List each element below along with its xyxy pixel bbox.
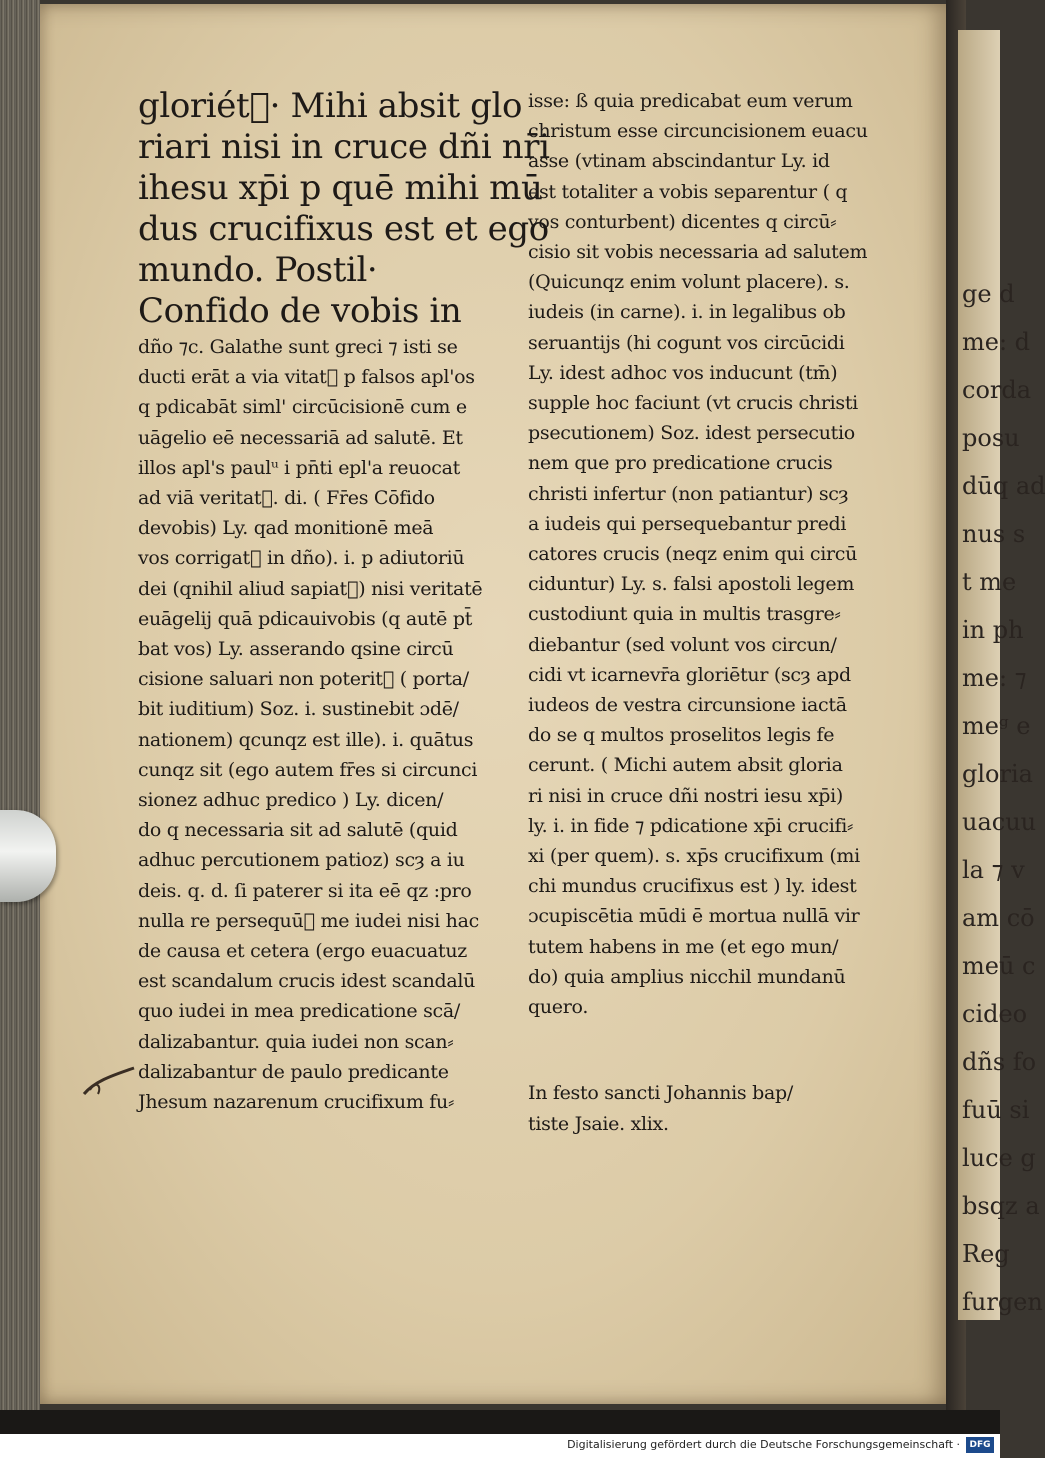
facing-page-fragment: uacuu — [962, 808, 1037, 836]
text-line: quo iudei in mea predicatione scā/ — [138, 1000, 460, 1023]
right-text-column — [528, 86, 906, 1139]
text-line: est totaliter a vobis separentur ( q — [528, 180, 848, 203]
text-line: Jhesum nazarenum crucifixum fu⸗ — [138, 1091, 454, 1114]
text-line: chi mundus crucifixus est ) ly. idest — [528, 875, 857, 898]
text-line: custodiunt quia in multis trasgre⸗ — [528, 603, 841, 626]
facing-page-fragment: Reg — [962, 1240, 1010, 1268]
text-line: supple hoc faciunt (vt crucis christi — [528, 392, 858, 415]
footer-credit: Digitalisierung gefördert durch die Deutsche Forschungsgemeinschaft · — [567, 1438, 960, 1451]
text-line: ɔcupiscētia mūdi ē mortua nullā vir — [528, 905, 860, 928]
text-line: dalizabantur de paulo predicante — [138, 1060, 449, 1083]
text-line: q pdicabāt siml' circūcisionē cum e — [138, 396, 467, 419]
facing-page-fragment: nus s — [962, 520, 1026, 548]
text-line: asse (vtinam abscindantur Ly. id — [528, 150, 830, 173]
text-line: euāgelij quā pdicauivobis (q autē pt̄ — [138, 607, 473, 630]
text-line: xi (per quem). s. xp̄s crucifixum (mi — [528, 845, 860, 868]
text-line: dei (qnihil aliud sapiatᷓ) nisi veritatē — [138, 577, 483, 600]
text-line: cidi vt icarnevr̄a gloriētur (scȝ apd — [528, 663, 851, 686]
text-line: catores crucis (neqz enim qui circū — [528, 543, 858, 566]
text-line: do) quia amplius nicchil mundanū — [528, 965, 846, 988]
text-line: Ly. idest adhoc vos inducunt (tm̄) — [528, 361, 838, 384]
text-line: cisione saluari non poteritᷓ ( porta/ — [138, 668, 469, 691]
text-line: est scandalum crucis idest scandalū — [138, 970, 476, 993]
text-line: deis. q. d. ſi paterer si ita eē qz :pro — [138, 879, 472, 902]
facing-page-fragment: bsqz a — [962, 1192, 1040, 1220]
facing-page-fragment: meū c — [962, 952, 1036, 980]
facing-page-fragment: in ph — [962, 616, 1024, 644]
text-line: a iudeis qui persequebantur predi — [528, 512, 847, 535]
text-line: uāgelio eē necessariā ad salutē. Et — [138, 426, 463, 449]
section-gap — [528, 1022, 906, 1078]
left-text-column — [138, 86, 550, 1117]
text-line: quero. — [528, 996, 589, 1019]
text-line: vos conturbent) dicentes q circū⸗ — [528, 210, 837, 233]
scan-border — [0, 1410, 1000, 1434]
facing-page-fragment: me: d — [962, 328, 1031, 356]
section-heading-line: tiste Jsaie. xlix. — [528, 1112, 669, 1135]
text-line: de causa et cetera (ergo euacuatuz — [138, 940, 467, 963]
text-line: ad viā veritatᷓ. di. ( Fr̄es Cōfido — [138, 487, 435, 510]
facing-page-fragment: gloria — [962, 760, 1033, 788]
text-line: bat vos) Ly. asserando qsine circū — [138, 638, 454, 661]
text-line: ciduntur) Ly. s. falsi apostoli legem — [528, 573, 855, 596]
facing-page-fragment: la ⁊ v — [962, 856, 1025, 884]
facing-page-fragment: am cō — [962, 904, 1035, 932]
text-line: (Quicunqz enim volunt placere). s. — [528, 271, 850, 294]
text-line: iudeos de vestra circunsione iactā — [528, 694, 847, 717]
text-line: devobis) Ly. qad monitionē meā — [138, 517, 434, 540]
facing-page-fragment: fuū si — [962, 1096, 1030, 1124]
facing-page-fragment: ge d — [962, 280, 1015, 308]
text-line-large: riari nisi in cruce dñi nr̄i — [138, 127, 550, 167]
facing-page — [958, 30, 1045, 1320]
text-line: psecutionem) Soz. idest persecutio — [528, 422, 855, 445]
footer-bar — [0, 1434, 1000, 1458]
text-line: cunqz sit (ego autem fr̄es si circunci — [138, 758, 478, 781]
facing-page-fragment: posu — [962, 424, 1020, 452]
text-line: isse: ß quia predicabat eum verum — [528, 90, 853, 112]
text-line: illos apl's paulᵘ i pn̄ti epl'a reuocat — [138, 456, 461, 479]
text-line: cerunt. ( Michi autem absit gloria — [528, 754, 843, 777]
facing-page-fragment: meᵍ e — [962, 712, 1031, 740]
text-line: sionez adhuc predico ) Ly. dicen/ — [138, 789, 444, 812]
facing-page-fragment: dūq ad — [962, 472, 1045, 500]
facing-page-fragment: me: ⁊ — [962, 664, 1027, 692]
text-line: dño ⁊c. Galathe sunt greci ⁊ isti se — [138, 336, 458, 358]
text-line: christi infertur (non patiantur) scȝ — [528, 482, 849, 505]
text-line: christum esse circuncisionem euacu — [528, 120, 868, 143]
facing-page-fragment: corda — [962, 376, 1032, 404]
facing-page-fragment: dñs fo — [962, 1048, 1037, 1076]
book-edge-left — [0, 0, 40, 1410]
text-line: nem que pro predicatione crucis — [528, 452, 833, 475]
text-line-large: ihesu xp̄i p quē mihi mū — [138, 168, 543, 208]
text-line-large: gloriétᷓ· Mihi absit glo — [138, 86, 523, 126]
text-line: dalizabantur. quia iudei non scan⸗ — [138, 1030, 454, 1053]
text-line: tutem habens in me (et ego mun/ — [528, 935, 839, 958]
text-line: cisio sit vobis necessaria ad salutem — [528, 241, 868, 264]
text-line: vos corrigatᷓ in dño). i. p adiutoriū — [138, 547, 465, 570]
facing-page-fragment: cideo — [962, 1000, 1028, 1028]
facing-page-fragment: t me — [962, 568, 1017, 596]
text-line: adhuc percutionem patioz) scȝ a iu — [138, 849, 465, 872]
facing-page-fragment: luce g — [962, 1144, 1036, 1172]
text-line: do se q multos proselitos legis fe — [528, 724, 835, 747]
text-line: ducti erāt a via vitatᷓ p falsos apl'os — [138, 366, 475, 389]
facing-page-fragment: furgen — [962, 1288, 1043, 1316]
text-line-large: dus crucifixus est et ego — [138, 209, 549, 249]
text-line: seruantijs (hi cogunt vos circūcidi — [528, 331, 845, 354]
text-line: nulla re persequūᷓ me iudei nisi hac — [138, 909, 479, 932]
text-line: bit iuditium) Soz. i. sustinebit ɔdē/ — [138, 698, 459, 721]
dfg-logo: DFG — [966, 1437, 994, 1453]
text-line: iudeis (in carne). i. in legalibus ob — [528, 301, 846, 324]
text-line: nationem) qcunqz est ille). i. quātus — [138, 728, 474, 751]
pen-mark-icon — [80, 1060, 140, 1100]
section-heading-line: In festo sancti Johannis bap/ — [528, 1082, 793, 1105]
text-line-large: Confido de vobis in — [138, 291, 462, 331]
text-line: diebantur (sed volunt vos circun/ — [528, 633, 837, 656]
text-line: do q necessaria sit ad salutē (quid — [138, 819, 458, 842]
text-line-large: mundo. Postil· — [138, 250, 378, 290]
text-line: ly. i. in fide ⁊ pdicatione xp̄i crucifi⸗ — [528, 814, 854, 837]
text-line: ri nisi in cruce dñi nostri iesu xp̄i) — [528, 784, 844, 807]
